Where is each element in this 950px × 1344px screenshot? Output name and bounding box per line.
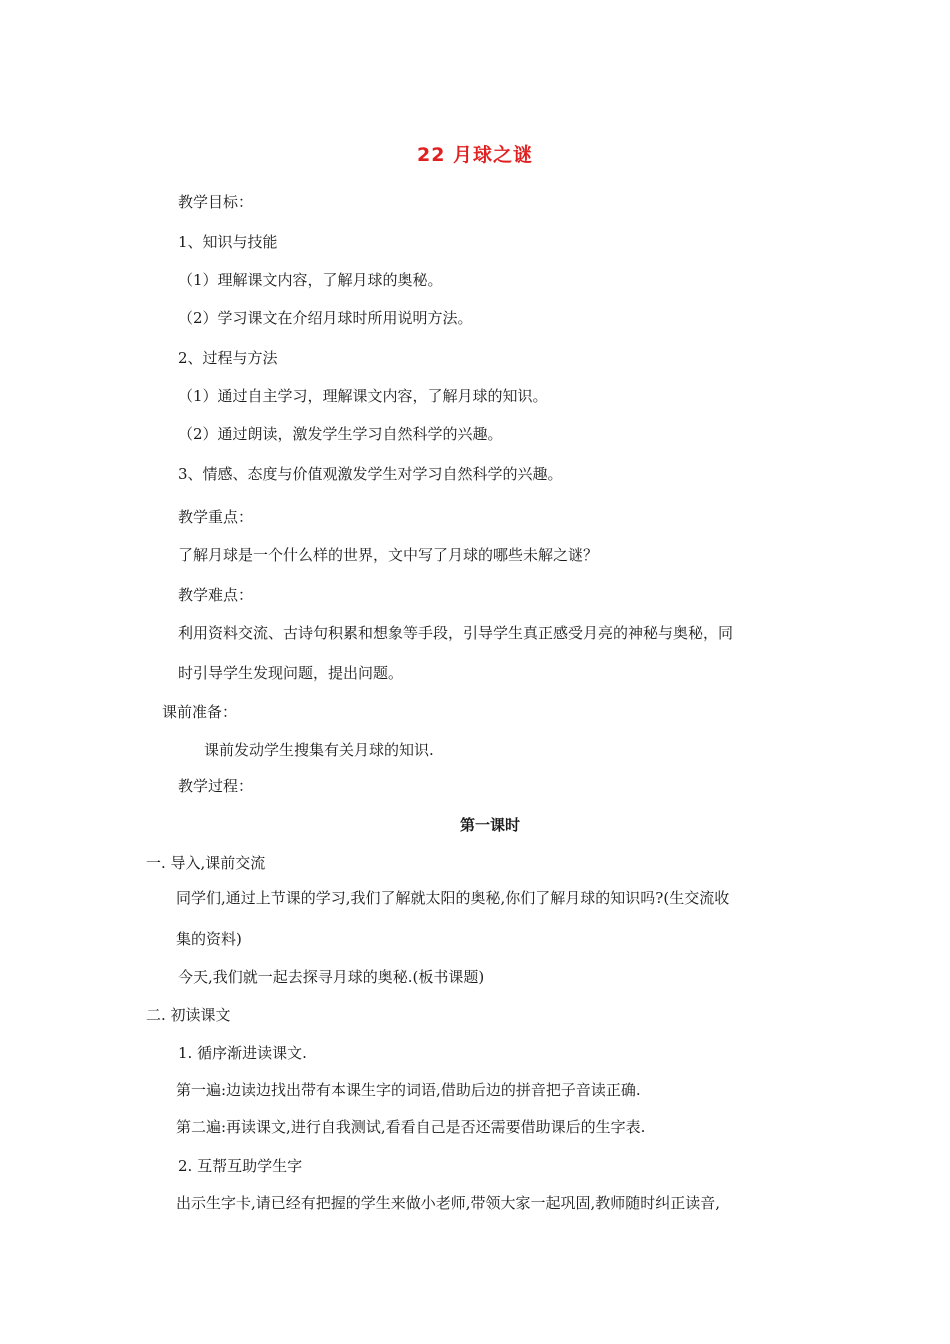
- lesson-heading: 第一课时: [459, 816, 520, 834]
- section-heading-process: 教学过程：: [178, 777, 254, 795]
- text-line: 今天,我们就一起去探寻月球的奥秘.(板书课题): [178, 968, 485, 986]
- text-line: 第一遍:边读边找出带有本课生字的词语,借助后边的拼音把子音读正确.: [176, 1081, 641, 1099]
- subheading-knowledge-skills: 1、知识与技能: [178, 233, 278, 251]
- text-line: （2）学习课文在介绍月球时所用说明方法。: [178, 309, 473, 327]
- part-heading-first-reading: 二. 初读课文: [146, 1006, 231, 1024]
- section-heading-key-points: 教学重点：: [178, 508, 254, 526]
- text-line: 出示生字卡,请已经有把握的学生来做小老师,带领大家一起巩固,教师随时纠正读音,: [176, 1194, 721, 1212]
- subheading-emotion-values: 3、情感、态度与价值观激发学生对学习自然科学的兴趣。: [178, 465, 563, 483]
- part-heading-intro: 一. 导入,课前交流: [146, 854, 266, 872]
- section-heading-preparation: 课前准备：: [162, 703, 238, 721]
- text-line: （1）理解课文内容，了解月球的奥秘。: [178, 271, 443, 289]
- text-line: 课前发动学生搜集有关月球的知识.: [204, 741, 434, 759]
- section-heading-objectives: 教学目标：: [178, 193, 254, 211]
- text-line: 了解月球是一个什么样的世界，文中写了月球的哪些未解之谜？: [178, 546, 599, 564]
- subheading-process-method: 2、过程与方法: [178, 349, 278, 367]
- text-line: 1. 循序渐进读课文.: [178, 1044, 307, 1062]
- section-heading-difficulties: 教学难点：: [178, 586, 254, 604]
- text-line: 2. 互帮互助学生字: [178, 1157, 303, 1175]
- text-line: （1）通过自主学习，理解课文内容，了解月球的知识。: [178, 387, 548, 405]
- text-line: 同学们,通过上节课的学习,我们了解就太阳的奥秘,你们了解月球的知识吗?(生交流收: [176, 889, 730, 907]
- text-line: 利用资料交流、古诗句积累和想象等手段，引导学生真正感受月亮的神秘与奥秘，同: [178, 624, 734, 642]
- document-title: 22 月球之谜: [416, 144, 534, 166]
- text-line: （2）通过朗读，激发学生学习自然科学的兴趣。: [178, 425, 503, 443]
- text-line: 时引导学生发现问题，提出问题。: [178, 664, 404, 682]
- text-line: 集的资料): [176, 930, 242, 948]
- text-line: 第二遍:再读课文,进行自我测试,看看自己是否还需要借助课后的生字表.: [176, 1118, 646, 1136]
